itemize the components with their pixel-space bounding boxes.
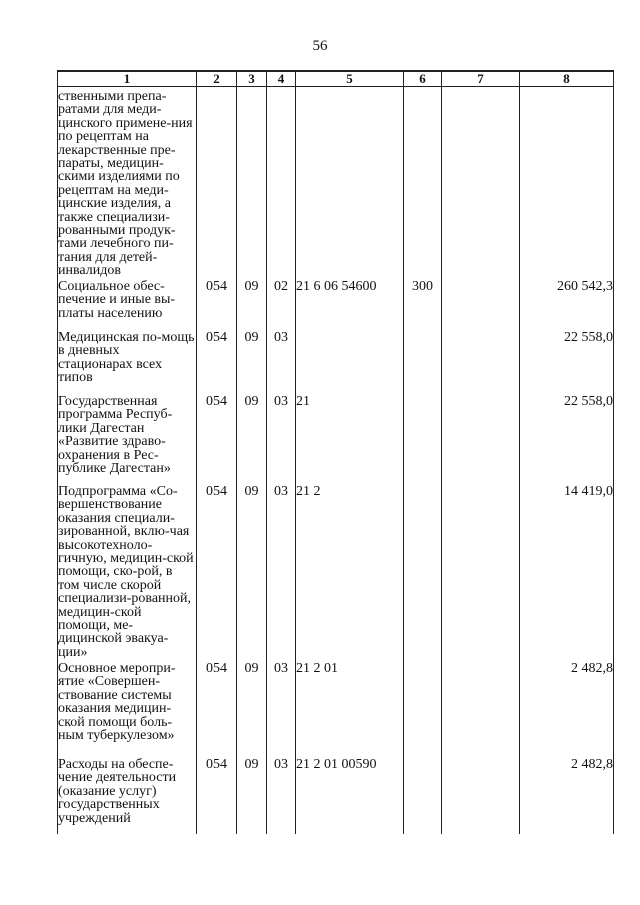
cell-section: 09 — [237, 485, 267, 662]
cell-col7 — [442, 485, 520, 662]
cell-section: 09 — [237, 280, 267, 331]
cell-col7 — [442, 662, 520, 758]
cell-col7 — [442, 280, 520, 331]
cell-col7 — [442, 758, 520, 834]
cell-amount: 2 482,8 — [520, 662, 614, 758]
cell-target — [296, 331, 404, 395]
header-row — [58, 71, 614, 87]
table-row — [58, 280, 614, 331]
header-cell: 4 — [267, 71, 296, 87]
cell-amount: 260 542,3 — [520, 280, 614, 331]
header-cell: 7 — [442, 71, 520, 87]
header-cell: 2 — [197, 71, 237, 87]
cell-subsection: 03 — [267, 331, 296, 395]
cell-section: 09 — [237, 662, 267, 758]
cell-ministry: 054 — [197, 758, 237, 834]
cell-subsection: 03 — [267, 662, 296, 758]
budget-table — [57, 70, 614, 834]
table-row — [58, 758, 614, 834]
table-row — [58, 87, 614, 281]
cell-col7 — [442, 331, 520, 395]
row-name: Социальное обес-печение и иные вы-платы населению — [58, 280, 197, 331]
cell-amount — [520, 87, 614, 281]
cell-ministry — [197, 87, 237, 281]
cell-subsection: 03 — [267, 485, 296, 662]
cell-subsection: 03 — [267, 395, 296, 485]
header-cell: 3 — [237, 71, 267, 87]
cell-section: 09 — [237, 395, 267, 485]
cell-expense-type — [404, 395, 442, 485]
table-row — [58, 395, 614, 485]
cell-col7 — [442, 395, 520, 485]
cell-expense-type — [404, 662, 442, 758]
cell-subsection — [267, 87, 296, 281]
cell-amount: 22 558,0 — [520, 331, 614, 395]
cell-target: 21 6 06 54600 — [296, 280, 404, 331]
cell-expense-type — [404, 331, 442, 395]
row-name: Подпрограмма «Со-вершенствование оказания специали-зированной, вклю-чая высокотехноло-гичную, медицин-ской помощи, ско-рой, в том числе скорой специализи-рованной, медицин-ской помощи, ме-дицинской эвакуа-ции» — [58, 485, 197, 662]
cell-amount: 2 482,8 — [520, 758, 614, 834]
table-row — [58, 662, 614, 758]
cell-target: 21 2 01 00590 — [296, 758, 404, 834]
header-cell: 1 — [58, 71, 197, 87]
row-name: Государственная программа Респуб-лики Дагестан «Развитие здраво-охранения в Рес-публике Дагестан» — [58, 395, 197, 485]
row-name: Медицинская по-мощь в дневных стационарах всех типов — [58, 331, 197, 395]
cell-ministry: 054 — [197, 395, 237, 485]
cell-expense-type: 300 — [404, 280, 442, 331]
row-name: Расходы на обеспе-чение деятельности (оказание услуг) государственных учреждений — [58, 758, 197, 834]
page-number: 56 — [312, 38, 328, 54]
cell-expense-type — [404, 87, 442, 281]
cell-ministry: 054 — [197, 485, 237, 662]
cell-expense-type — [404, 485, 442, 662]
header-cell: 5 — [296, 71, 404, 87]
cell-subsection: 03 — [267, 758, 296, 834]
cell-target — [296, 87, 404, 281]
cell-section: 09 — [237, 758, 267, 834]
cell-ministry: 054 — [197, 662, 237, 758]
cell-subsection: 02 — [267, 280, 296, 331]
cell-section: 09 — [237, 331, 267, 395]
cell-expense-type — [404, 758, 442, 834]
cell-target: 21 2 01 — [296, 662, 404, 758]
cell-amount: 22 558,0 — [520, 395, 614, 485]
row-name: ственными препа-ратами для меди-цинского примене-ния по рецептам на лекарственные пре-параты, медицин-скими изделиями по рецептам на меди-цинские изделия, а также специализи-рованными продук-тами лечебного пи-тания для детей-инвалидов — [58, 87, 197, 281]
header-cell: 6 — [404, 71, 442, 87]
table-row — [58, 485, 614, 662]
table-row — [58, 331, 614, 395]
cell-target: 21 2 — [296, 485, 404, 662]
row-name: Основное меропри-ятие «Совершен-ствование системы оказания медицин-ской помощи боль-ным туберкулезом» — [58, 662, 197, 758]
cell-section — [237, 87, 267, 281]
cell-col7 — [442, 87, 520, 281]
cell-target: 21 — [296, 395, 404, 485]
cell-amount: 14 419,0 — [520, 485, 614, 662]
cell-ministry: 054 — [197, 331, 237, 395]
cell-ministry: 054 — [197, 280, 237, 331]
header-cell: 8 — [520, 71, 614, 87]
